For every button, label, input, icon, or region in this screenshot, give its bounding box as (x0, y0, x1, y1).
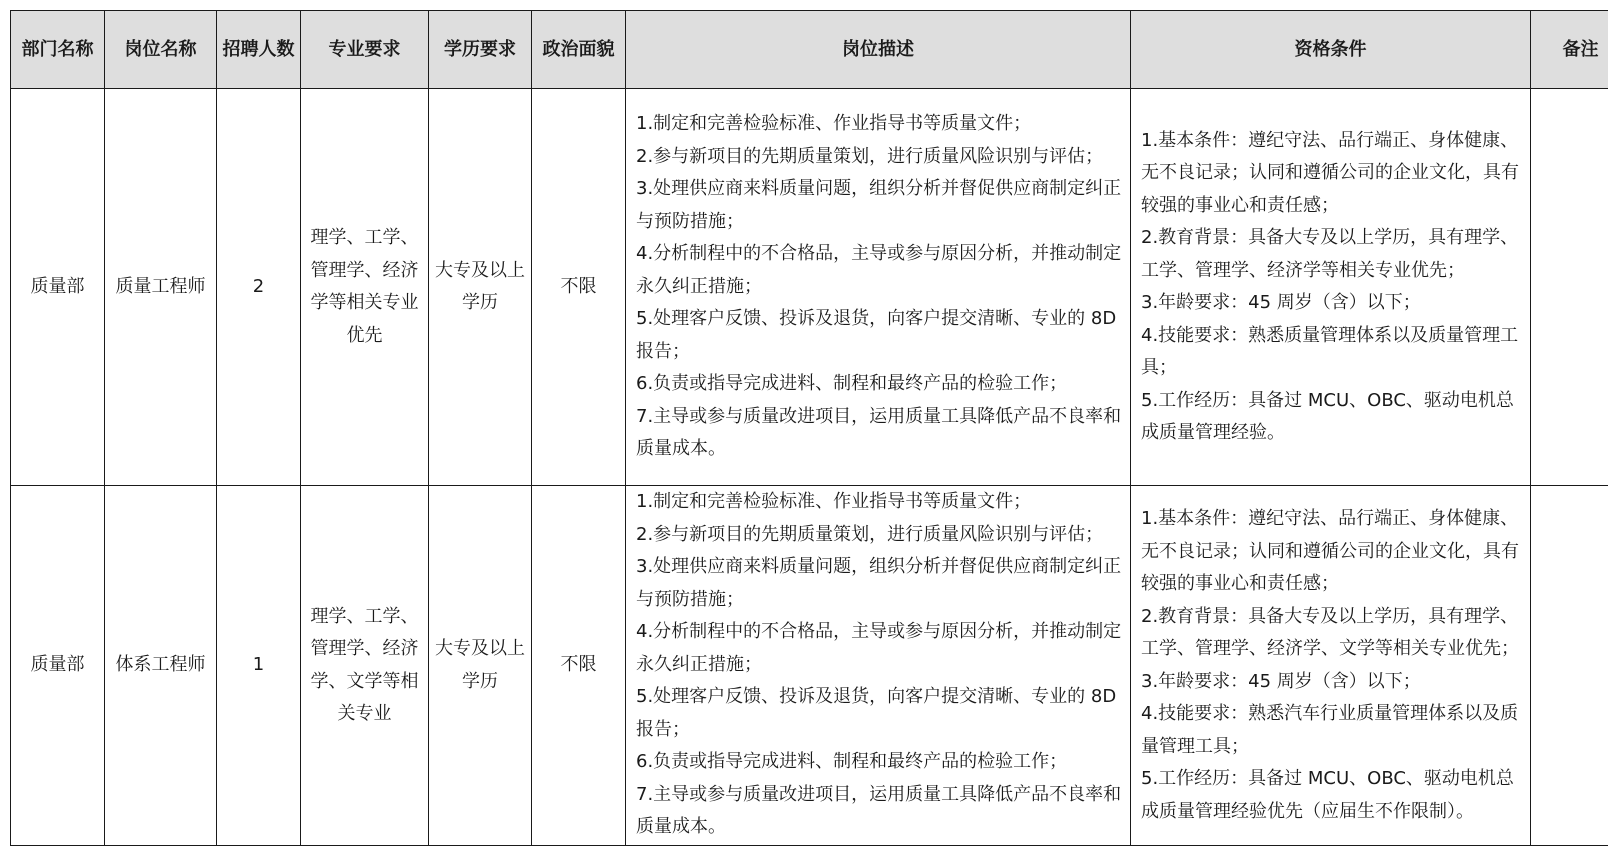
header-political: 政治面貌 (532, 11, 626, 89)
header-position: 岗位名称 (105, 11, 217, 89)
cell-education: 大专及以上学历 (429, 486, 532, 846)
qualification-line: 2.教育背景：具备大专及以上学历，具有理学、工学、管理学、经济学、文学等相关专业优先； (1141, 605, 1519, 659)
cell-department: 质量部 (11, 486, 105, 846)
qualification-line: 1.基本条件：遵纪守法、品行端正、身体健康、无不良记录；认同和遵循公司的企业文化，具有较强的事业心和责任感； (1141, 129, 1519, 216)
cell-department: 质量部 (11, 89, 105, 486)
description-line: 2.参与新项目的先期质量策划，进行质量风险识别与评估； (636, 523, 1104, 545)
description-line: 1.制定和完善检验标准、作业指导书等质量文件； (636, 491, 1032, 512)
description-line: 3.处理供应商来料质量问题，组织分析并督促供应商制定纠正与预防措施； (636, 556, 1122, 610)
cell-major: 理学、工学、管理学、经济学、文学等相关专业 (301, 486, 429, 846)
cell-qualifications (1131, 89, 1531, 486)
qualification-line: 1.基本条件：遵纪守法、品行端正、身体健康、无不良记录；认同和遵循公司的企业文化，具有较强的事业心和责任感； (1141, 508, 1519, 594)
table-row (11, 89, 1608, 486)
cell-description (626, 89, 1131, 486)
description-line: 3.处理供应商来料质量问题，组织分析并督促供应商制定纠正与预防措施； (636, 178, 1122, 232)
cell-count: 2 (217, 89, 301, 486)
qualification-line: 4.技能要求：熟悉质量管理体系以及质量管理工具； (1141, 324, 1519, 378)
description-line: 5.处理客户反馈、投诉及退货，向客户提交清晰、专业的 8D 报告； (636, 686, 1117, 740)
qualification-line: 4.技能要求：熟悉汽车行业质量管理体系以及质量管理工具； (1141, 703, 1519, 757)
description-line: 7.主导或参与质量改进项目，运用质量工具降低产品不良率和质量成本。 (636, 783, 1122, 837)
cell-remark (1531, 89, 1608, 486)
header-remark: 备注 (1531, 11, 1608, 89)
header-department: 部门名称 (11, 11, 105, 89)
qualification-line: 2.教育背景：具备大专及以上学历，具有理学、工学、管理学、经济学等相关专业优先； (1141, 227, 1519, 281)
cell-political: 不限 (532, 89, 626, 486)
qualification-line: 3.年龄要求：45 周岁（含）以下； (1141, 292, 1421, 313)
table-row (11, 486, 1608, 846)
header-education: 学历要求 (429, 11, 532, 89)
description-line: 1.制定和完善检验标准、作业指导书等质量文件； (636, 113, 1032, 135)
cell-education: 大专及以上学历 (429, 89, 532, 486)
recruitment-table (10, 10, 1608, 846)
qualification-line: 3.年龄要求：45 周岁（含）以下； (1141, 670, 1421, 692)
header-count: 招聘人数 (217, 11, 301, 89)
cell-count: 1 (217, 486, 301, 846)
description-line: 2.参与新项目的先期质量策划，进行质量风险识别与评估； (636, 145, 1104, 167)
cell-position: 质量工程师 (105, 89, 217, 486)
description-line: 5.处理客户反馈、投诉及退货，向客户提交清晰、专业的 8D 报告； (636, 308, 1117, 362)
table-header-row (11, 11, 1608, 89)
cell-position: 体系工程师 (105, 486, 217, 846)
cell-description (626, 486, 1131, 846)
header-description: 岗位描述 (626, 11, 1131, 89)
header-major: 专业要求 (301, 11, 429, 89)
cell-political: 不限 (532, 486, 626, 846)
cell-remark (1531, 486, 1608, 846)
cell-qualifications (1131, 486, 1531, 846)
qualification-line: 5.工作经历：具备过 MCU、OBC、驱动电机总成质量管理经验。 (1141, 389, 1514, 443)
description-line: 4.分析制程中的不合格品，主导或参与原因分析，并推动制定永久纠正措施； (636, 243, 1122, 297)
description-line: 6.负责或指导完成进料、制程和最终产品的检验工作； (636, 751, 1068, 772)
description-line: 7.主导或参与质量改进项目，运用质量工具降低产品不良率和质量成本。 (636, 405, 1122, 460)
description-line: 4.分析制程中的不合格品，主导或参与原因分析，并推动制定永久纠正措施； (636, 621, 1122, 675)
cell-major: 理学、工学、管理学、经济学等相关专业优先 (301, 89, 429, 486)
qualification-line: 5.工作经历：具备过 MCU、OBC、驱动电机总成质量管理经验优先（应届生不作限制）。 (1141, 768, 1514, 822)
header-qualifications: 资格条件 (1131, 11, 1531, 89)
recruitment-table-container (10, 10, 1608, 846)
description-line: 6.负责或指导完成进料、制程和最终产品的检验工作； (636, 373, 1068, 395)
